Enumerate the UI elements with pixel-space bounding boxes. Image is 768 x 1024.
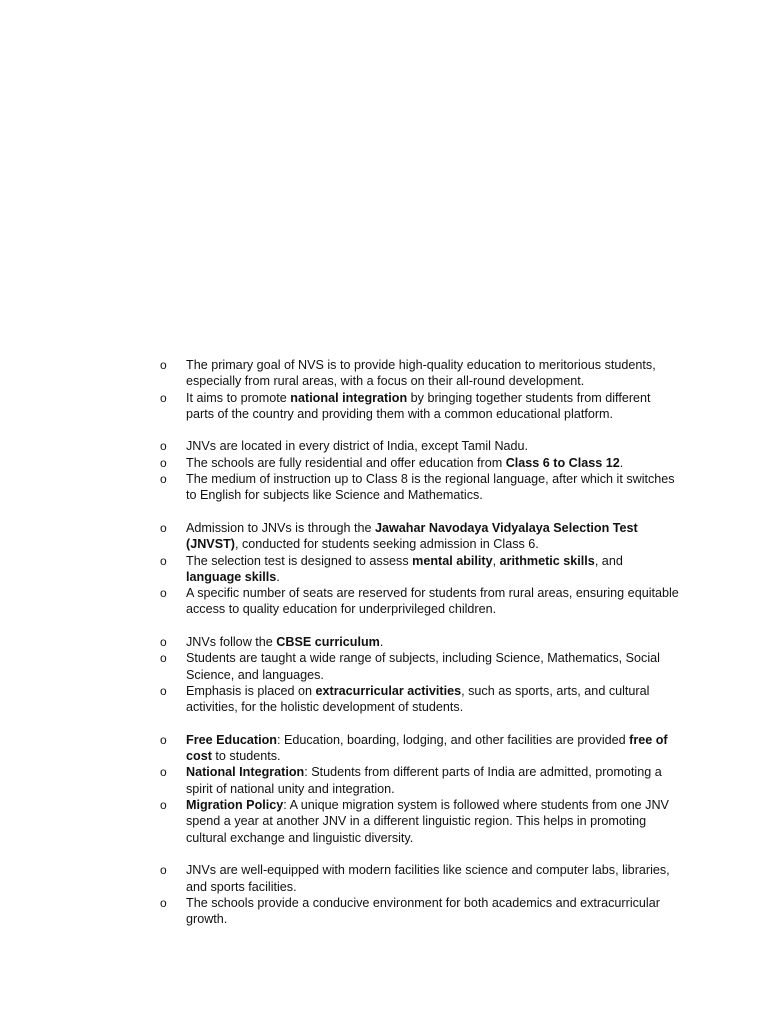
list-item xyxy=(160,683,680,716)
bullet-icon: o xyxy=(160,895,167,910)
bullet-icon: o xyxy=(160,439,167,454)
text-run: , conducted for students seeking admission in Class 6. xyxy=(234,537,539,552)
text-run: The schools are fully residential and offer education from xyxy=(186,455,506,470)
list-item xyxy=(160,553,680,586)
bold-text: Class 6 to Class 12 xyxy=(505,455,620,470)
text-run: , xyxy=(492,553,500,568)
text-run: , such as sports, arts, and cultural activities, for the holistic development of students. xyxy=(186,683,650,715)
bullet-icon: o xyxy=(160,765,167,780)
text-run: The schools provide a conducive environment for both academics and extracurricular growth. xyxy=(186,895,660,927)
text-run: : A unique migration system is followed where students from one JNV spend a year at another JNV in a different linguistic region. This helps in promoting cultural exchange and linguistic diversity. xyxy=(186,798,669,845)
bullet-group xyxy=(160,634,680,715)
text-run: . xyxy=(619,455,624,470)
list-item xyxy=(160,634,680,650)
list-item xyxy=(160,357,680,390)
bullet-icon: o xyxy=(160,863,167,878)
text-run: The primary goal of NVS is to provide high-quality education to meritorious students, especially from rural areas, with a focus on their all-round development. xyxy=(186,358,656,389)
bullet-group xyxy=(160,520,680,618)
list-item xyxy=(160,471,680,504)
text-run: to students. xyxy=(211,749,281,764)
text-run: The medium of instruction up to Class 8 is the regional language, after which it switches to English for subjects like Science and Mathematics. xyxy=(186,472,675,503)
bullet-group xyxy=(160,732,680,846)
bullet-icon: o xyxy=(160,455,167,470)
text-run: , and xyxy=(594,553,623,568)
list-item xyxy=(160,585,680,618)
bold-text: free of cost xyxy=(186,732,668,764)
bullet-icon: o xyxy=(160,472,167,487)
bullet-icon: o xyxy=(160,553,167,568)
list-item xyxy=(160,862,680,895)
list-item xyxy=(160,797,680,846)
bullet-group xyxy=(160,862,680,927)
text-run: . xyxy=(276,569,280,584)
list-item xyxy=(160,390,680,423)
bullet-list-content xyxy=(160,357,680,944)
text-run: JNVs are well-equipped with modern facilities like science and computer labs, libraries, and sports facilities. xyxy=(186,863,670,894)
bold-text: arithmetic skills xyxy=(499,553,595,568)
bullet-icon: o xyxy=(160,390,167,405)
bold-text: language skills xyxy=(186,569,277,584)
text-run: : Education, boarding, lodging, and other facilities are provided xyxy=(276,732,630,747)
bold-text: CBSE curriculum xyxy=(276,635,380,650)
list-item xyxy=(160,732,680,765)
bullet-group xyxy=(160,357,680,422)
list-item xyxy=(160,438,680,454)
bold-text: national integration xyxy=(290,390,408,405)
bullet-icon: o xyxy=(160,683,167,698)
text-run: Emphasis is placed on xyxy=(186,683,316,698)
text-run: : Students from different parts of India are admitted, promoting a spirit of national unity and integration. xyxy=(186,765,662,796)
bold-text: extracurricular activities xyxy=(315,683,462,698)
bullet-icon: o xyxy=(160,586,167,601)
text-run: It aims to promote xyxy=(186,390,291,405)
bold-text: Jawahar Navodaya Vidyalaya Selection Test (JNVST) xyxy=(186,520,638,552)
text-run: A specific number of seats are reserved for students from rural areas, ensuring equitable access to quality education for underprivileged children. xyxy=(186,586,679,617)
bold-text: mental ability xyxy=(412,553,493,568)
bullet-icon: o xyxy=(160,635,167,650)
bold-text: National Integration xyxy=(186,765,305,780)
bullet-icon: o xyxy=(160,520,167,535)
text-run: The selection test is designed to assess xyxy=(186,553,413,568)
bold-text: Free Education xyxy=(186,732,277,747)
list-item xyxy=(160,520,680,553)
text-run: Students are taught a wide range of subjects, including Science, Mathematics, Social Science, and languages. xyxy=(186,651,660,682)
bold-text: Migration Policy xyxy=(186,798,284,813)
bullet-icon: o xyxy=(160,651,167,666)
bullet-group xyxy=(160,438,680,503)
bullet-icon: o xyxy=(160,798,167,813)
bullet-icon: o xyxy=(160,732,167,747)
text-run: Admission to JNVs is through the xyxy=(186,520,375,535)
list-item xyxy=(160,650,680,683)
text-run: by bringing together students from different parts of the country and providing them with a common educational platform. xyxy=(186,390,651,421)
bullet-icon: o xyxy=(160,358,167,372)
text-run: JNVs follow the xyxy=(186,635,277,650)
list-item xyxy=(160,895,680,928)
list-item xyxy=(160,764,680,797)
text-run: JNVs are located in every district of India, except Tamil Nadu. xyxy=(186,439,529,454)
list-item xyxy=(160,455,680,471)
text-run: . xyxy=(379,635,384,650)
